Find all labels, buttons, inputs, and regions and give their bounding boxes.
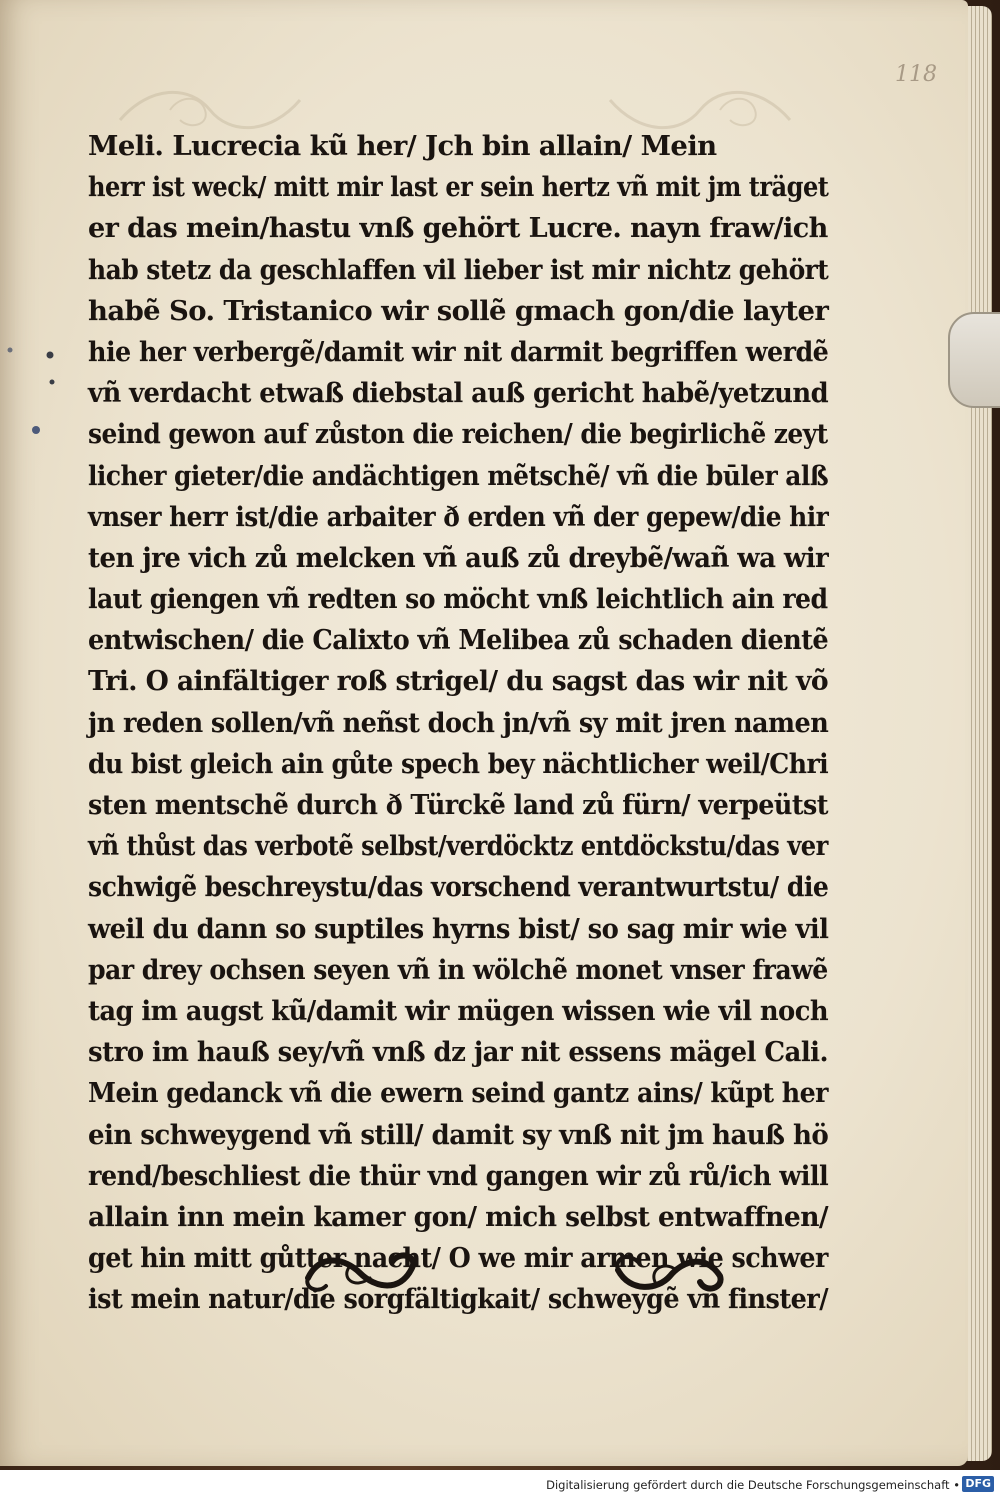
text-line: jn reden sollen/vñ neñst doch jn/vñ sy mit jren namen (88, 706, 829, 739)
text-line: Meli. Lucrecia kũ her/ Jch bin allain/ Mein (88, 130, 717, 162)
text-line: stro im hauß sey/vñ vnß dz jar nit essens mägel Cali. (88, 1036, 828, 1069)
text-line: Tri. O ainfältiger roß strigel/ du sagst das wir nit võ (88, 665, 828, 698)
text-line: ist mein natur/die sorgfältigkait/ schweygẽ vñ finster/ (88, 1283, 828, 1316)
footer-credit: Digitalisierung gefördert durch die Deutsche Forschungsgemeinschaft • (546, 1478, 960, 1492)
text-line: sten mentschẽ durch ð Türckẽ land zů fürn/ verpeütst (88, 789, 829, 821)
text-line: herr ist weck/ mitt mir last er sein hertz vñ mit jm träget (88, 171, 829, 204)
text-line: laut giengen vñ redten so möcht vnß leichtlich ain red (88, 583, 828, 616)
text-line: licher gieter/die andächtigen mẽtschẽ/ vñ die būler alß (88, 459, 829, 492)
text-line: seind gewon auf zůston die reichen/ die begirlichẽ zeyt (88, 418, 828, 451)
text-line: hie her verbergẽ/damit wir nit darmit begriffen werdẽ (88, 335, 829, 368)
text-line: ein schweygend vñ still/ damit sy vnß nit jm hauß hö (88, 1118, 829, 1151)
text-line: du bist gleich ain gůte spech bey nächtlicher weil/Chri (88, 747, 829, 780)
text-block (88, 126, 828, 1320)
dfg-logo: DFG (962, 1476, 994, 1492)
text-line: er das mein/hastu vnß gehört Lucre. nayn fraw/ich (88, 212, 828, 245)
text-line: schwigẽ beschreystu/das vorschend verantwurtstu/ die (88, 871, 829, 904)
text-line: vñ verdacht etwaß diebstal auß gericht habẽ/yetzund (88, 377, 829, 410)
text-line: vñ thůst das verbotẽ selbst/verdöcktz entdöckstu/das ver (88, 830, 828, 863)
margin-ink-specks (0, 330, 60, 440)
text-line: rend/beschliest die thür vnd gangen wir zů rů/ich will (88, 1159, 829, 1192)
text-line: ten jre vich zů melcken vñ auß zů dreybẽ/wañ wa wir (88, 541, 829, 574)
text-line: par drey ochsen seyen vñ in wölchẽ monet vnser frawẽ (88, 953, 828, 986)
page-tab-marker (948, 312, 1000, 408)
text-line: get hin mitt gůtter nacht/ O we mir armen wie schwer (88, 1242, 828, 1275)
folio-number: 118 (895, 62, 937, 87)
ornament-left (300, 1248, 420, 1298)
text-line: allain inn mein kamer gon/ mich selbst entwaffnen/ (88, 1200, 829, 1233)
text-line: weil du dann so suptiles hyrns bist/ so sag mir wie vil (88, 912, 829, 945)
text-line: vnser herr ist/die arbaiter ð erden vñ der gepew/die hir (88, 500, 829, 533)
text-line: tag im augst kũ/damit wir mügen wissen wie vil noch (88, 994, 829, 1027)
text-line: Mein gedanck vñ die ewern seind gantz ains/ kũpt her (88, 1077, 828, 1110)
text-line: hab stetz da geschlaffen vil lieber ist mir nichtz gehört (88, 253, 829, 286)
text-line: habẽ So. Tristanico wir sollẽ gmach gon/die layter (88, 294, 829, 327)
text-line: entwischen/ die Calixto vñ Melibea zů schaden dientẽ (88, 624, 829, 657)
ornament-right (608, 1248, 728, 1298)
